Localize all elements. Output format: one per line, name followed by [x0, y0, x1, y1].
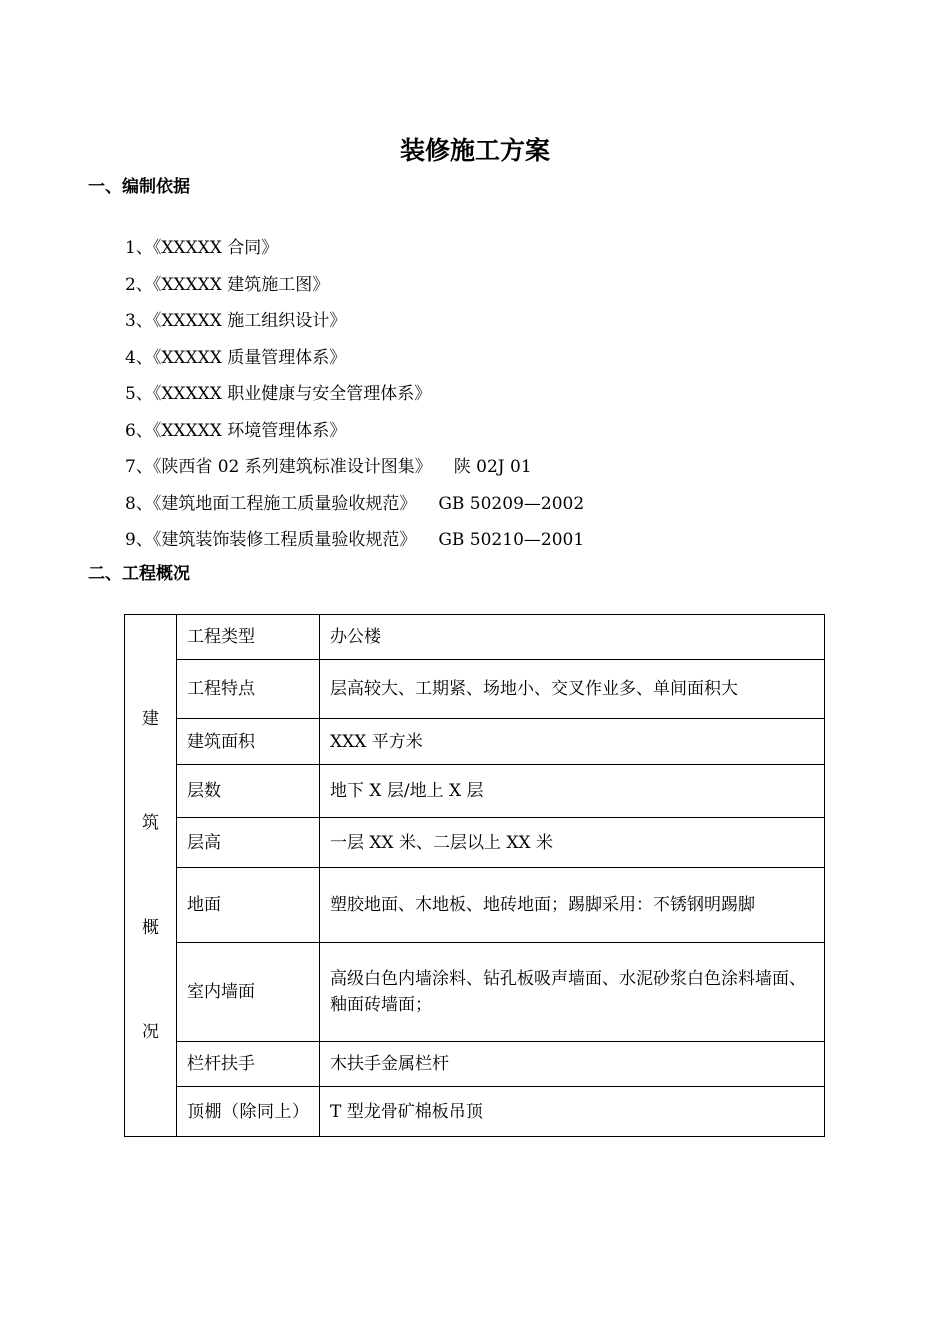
list-item-text: 5、《XXXXX 职业健康与安全管理体系》: [125, 384, 432, 404]
list-item: [125, 449, 584, 486]
standard-code: 陕 02J 01: [453, 457, 532, 477]
row-label: 栏杆扶手: [177, 1042, 320, 1087]
row-value: 地下 X 层/地上 X 层: [320, 765, 825, 818]
list-item: [125, 522, 584, 559]
list-item-text: 2、《XXXXX 建筑施工图》: [125, 274, 330, 295]
table-row: [125, 868, 825, 943]
table-row: [125, 765, 825, 818]
list-item: [125, 413, 584, 450]
list-item-text: 7、《陕西省 02 系列建筑标准设计图集》: [125, 457, 432, 477]
row-label: 工程特点: [177, 660, 320, 719]
row-value: 塑胶地面、木地板、地砖地面；踢脚采用：不锈钢明踢脚: [320, 868, 825, 943]
list-item-text: 1、《XXXXX 合同》: [125, 238, 279, 258]
table-row: [125, 943, 825, 1042]
list-item-text: 4、《XXXXX 质量管理体系》: [125, 347, 347, 368]
list-item-text: 8、《建筑地面工程施工质量验收规范》: [125, 493, 417, 514]
table-row: [125, 719, 825, 765]
row-value: 高级白色内墙涂料、钻孔板吸声墙面、水泥砂浆白色涂料墙面、釉面砖墙面；: [320, 943, 825, 1042]
table-row: [125, 660, 825, 719]
list-item-text: 6、《XXXXX 环境管理体系》: [125, 420, 347, 441]
standard-code: GB 50209—2002: [438, 493, 585, 514]
row-value: 层高较大、工期紧、场地小、交叉作业多、单间面积大: [320, 660, 825, 719]
category-char: 建: [142, 708, 159, 729]
row-value: T 型龙骨矿棉板吊顶: [320, 1087, 825, 1137]
table-row: [125, 818, 825, 868]
row-value: 办公楼: [320, 615, 825, 660]
list-item: [125, 376, 584, 413]
row-label: 室内墙面: [177, 943, 320, 1042]
category-cell: [125, 615, 177, 1137]
row-label: 层高: [177, 818, 320, 868]
section-heading-overview: 二、工程概况: [88, 564, 190, 584]
category-char: 筑: [142, 813, 159, 834]
list-item: [125, 267, 584, 304]
row-label: 顶棚（除同上）: [177, 1087, 320, 1137]
standard-code: GB 50210—2001: [438, 530, 585, 550]
list-item: [125, 340, 584, 377]
table-row: [125, 1087, 825, 1137]
row-label: 层数: [177, 765, 320, 818]
table-row: [125, 615, 825, 660]
section-heading-basis: 一、编制依据: [88, 177, 190, 197]
basis-list: [125, 230, 584, 559]
row-label: 地面: [177, 868, 320, 943]
list-item: [125, 230, 584, 267]
list-item-text: 3、《XXXXX 施工组织设计》: [125, 311, 347, 331]
row-label: 工程类型: [177, 615, 320, 660]
overview-table: [124, 614, 825, 1137]
row-value: XXX 平方米: [320, 719, 825, 765]
document-title: 装修施工方案: [399, 136, 550, 165]
row-value: 一层 XX 米、二层以上 XX 米: [320, 818, 825, 868]
list-item-text: 9、《建筑装饰装修工程质量验收规范》: [125, 530, 417, 550]
row-value: 木扶手金属栏杆: [320, 1042, 825, 1087]
list-item: [125, 303, 584, 340]
category-char: 况: [142, 1022, 159, 1043]
list-item: [125, 486, 584, 523]
category-char: 概: [142, 917, 159, 938]
table-row: [125, 1042, 825, 1087]
row-label: 建筑面积: [177, 719, 320, 765]
